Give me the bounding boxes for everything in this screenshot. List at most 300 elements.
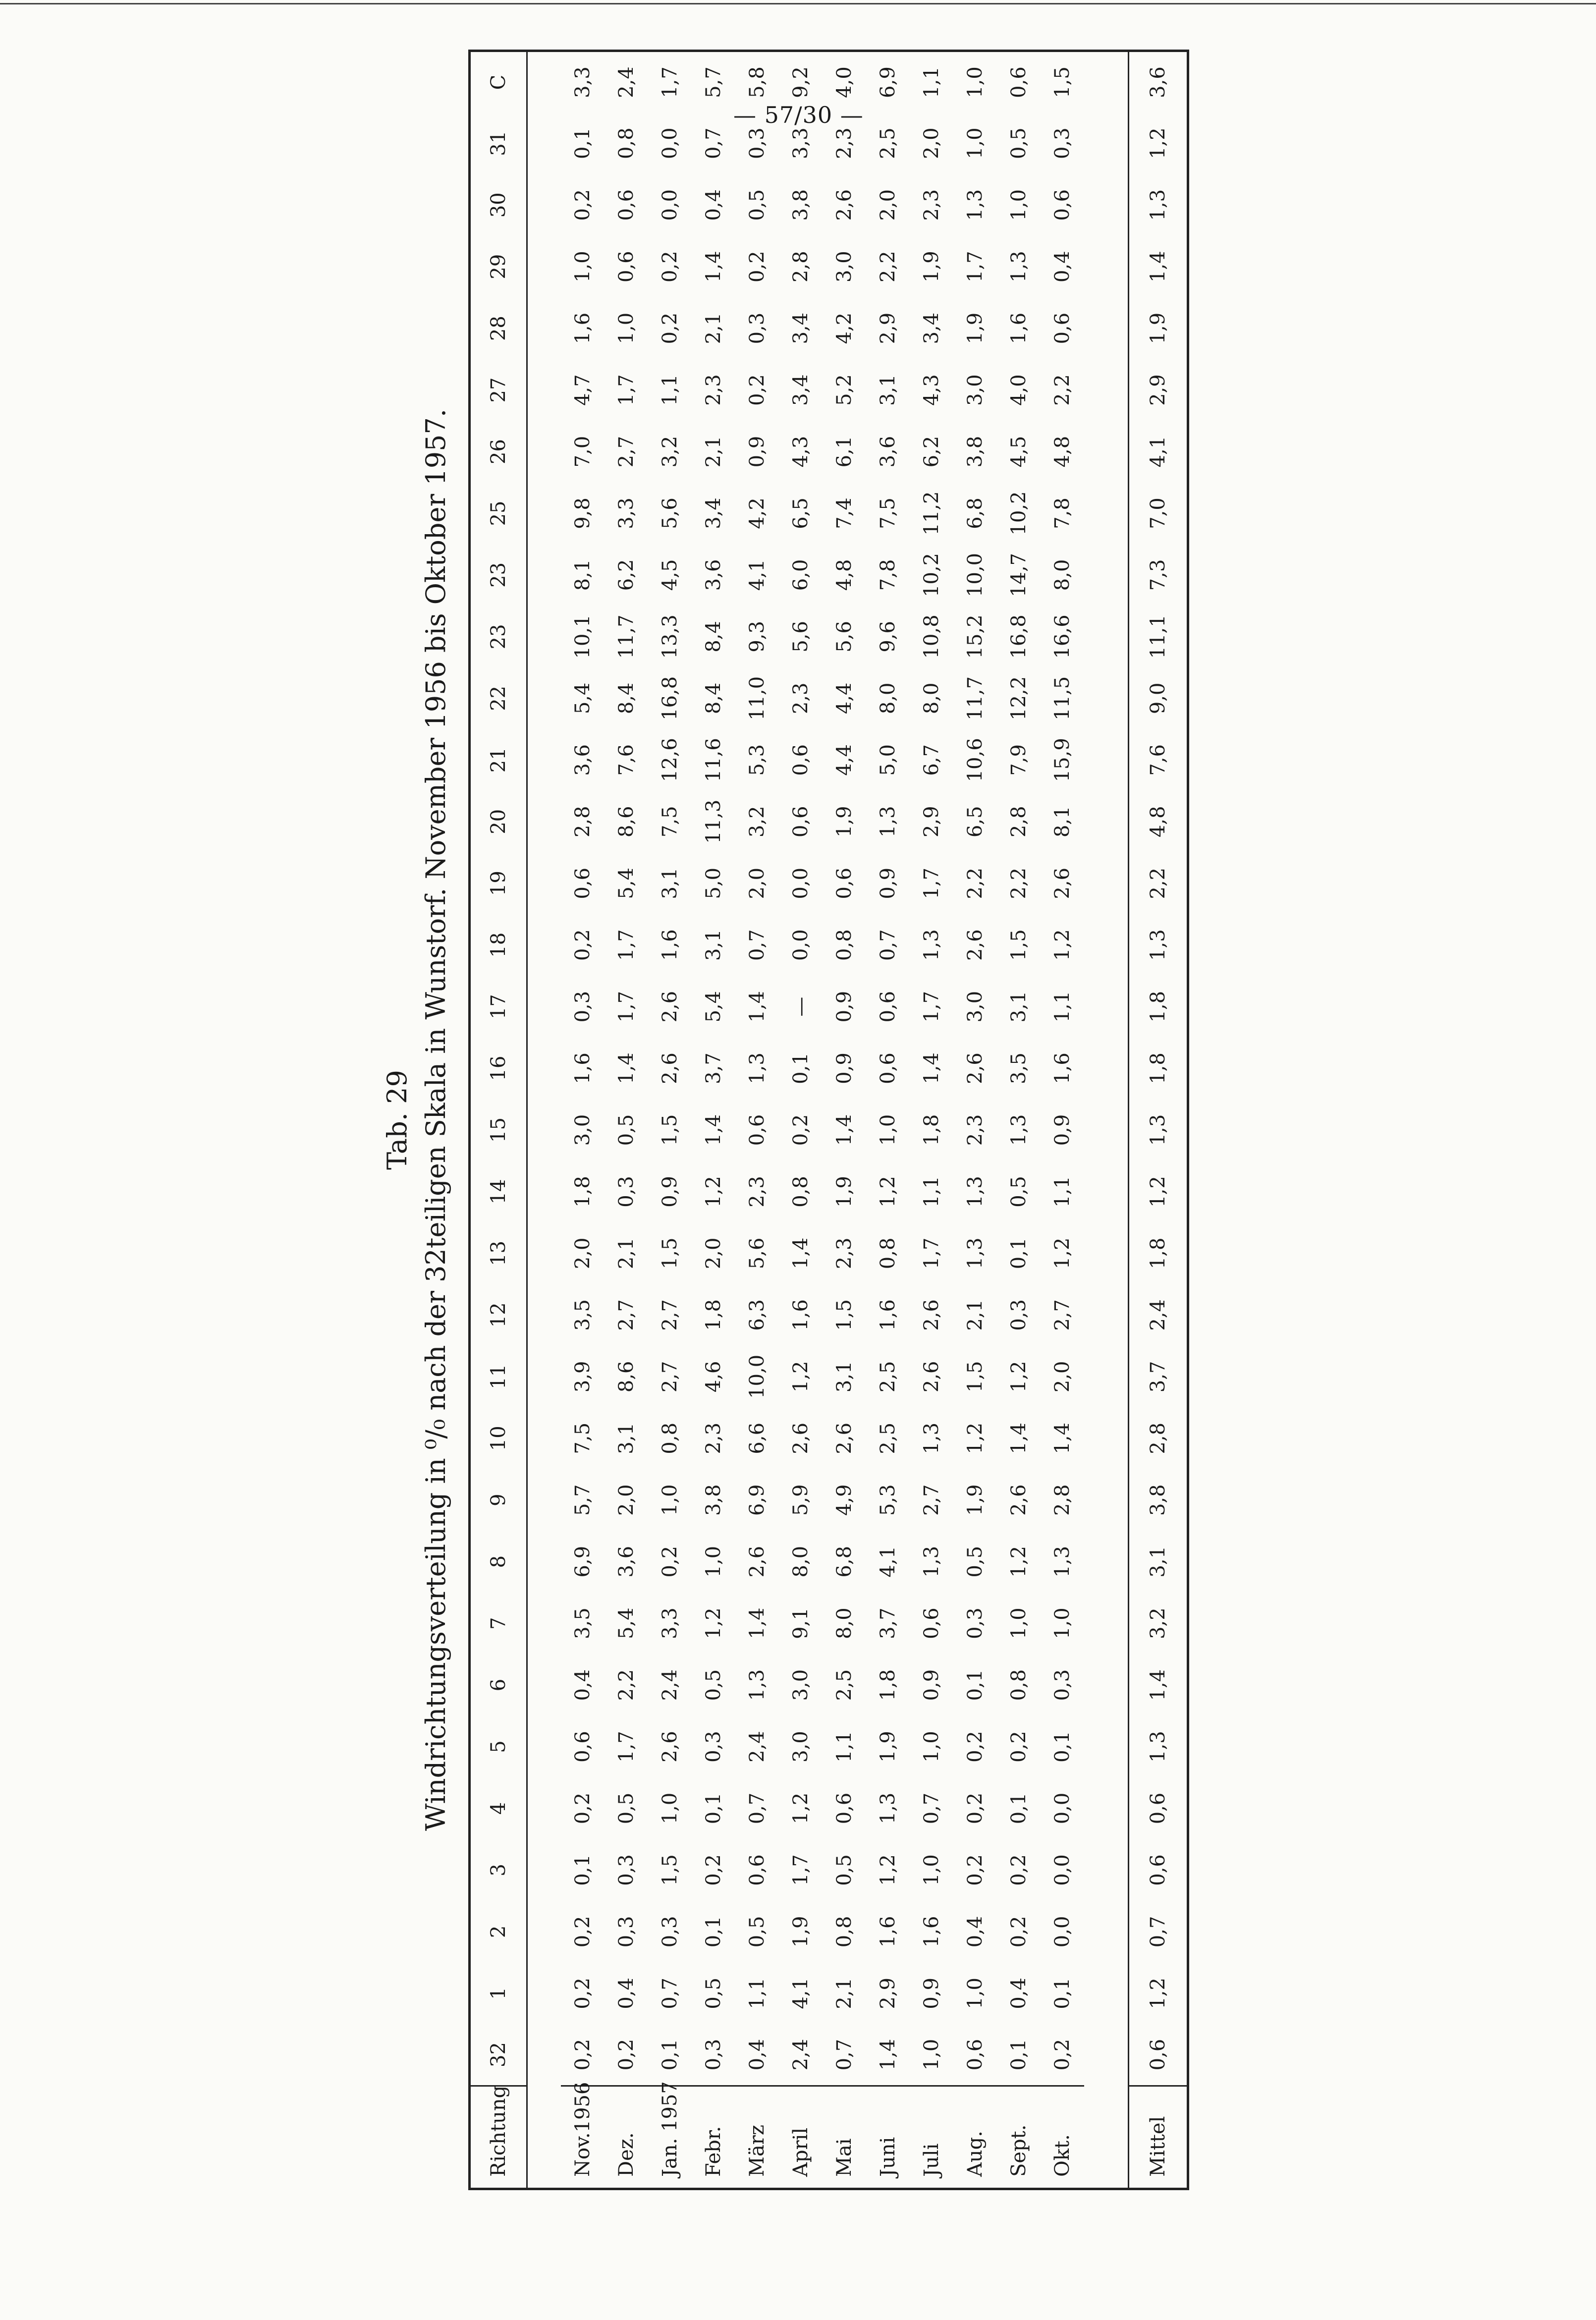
table-cell: 11,7 <box>963 676 987 720</box>
table-cell: 10,0 <box>963 552 987 597</box>
table-cell: 0,0 <box>658 127 681 160</box>
table-cell: 6,3 <box>745 1299 769 1331</box>
table-cell: 7,6 <box>1129 729 1188 791</box>
table-cell: 5,4 <box>614 1607 638 1639</box>
table-cell: 1,3 <box>876 1792 899 1824</box>
header-direction-3: 2 <box>470 1901 527 1962</box>
table-cell: 6,8 <box>832 1546 856 1578</box>
table-cell: — <box>789 996 812 1017</box>
table-cell: 0,7 <box>702 127 725 160</box>
table-cell: 2,6 <box>658 1731 681 1763</box>
table-cell: 0,7 <box>832 2039 856 2071</box>
table-cell: 0,1 <box>658 2039 681 2071</box>
table-cell: 5,6 <box>789 621 812 653</box>
table-cell: 1,4 <box>920 1052 943 1084</box>
table-cell: 2,3 <box>702 1422 725 1454</box>
table-cell: 1,6 <box>1007 312 1030 344</box>
table-cell: 4,1 <box>1129 421 1188 482</box>
table-cell: 0,8 <box>789 1176 812 1208</box>
header-direction-28: 27 <box>470 359 527 421</box>
table-cell: 1,3 <box>1129 1099 1188 1160</box>
table-cell: 0,6 <box>876 991 899 1023</box>
table-cell: 1,5 <box>832 1299 856 1331</box>
table-cell: 1,0 <box>876 1114 899 1146</box>
table-cell: 2,4 <box>789 2039 812 2071</box>
table-cell: 1,2 <box>1050 929 1074 961</box>
rotated-table-block <box>382 50 1496 2190</box>
table-cell: 0,1 <box>789 1052 812 1084</box>
table-cell: 8,1 <box>1050 806 1074 838</box>
table-cell: 7,4 <box>832 497 856 529</box>
table-cell: 0,4 <box>702 189 725 221</box>
table-cell: 1,2 <box>1129 1963 1188 2024</box>
row-label: Jan. 1957 <box>648 2086 692 2189</box>
table-cell: 0,8 <box>832 929 856 961</box>
table-cell: 0,6 <box>963 2039 987 2071</box>
table-cell: 0,2 <box>658 251 681 282</box>
table-cell: 1,3 <box>920 929 943 961</box>
table-row <box>997 51 1041 2189</box>
table-cell: 3,1 <box>658 867 681 899</box>
table-cell: 2,3 <box>745 1176 769 1208</box>
table-cell: 3,1 <box>876 374 899 406</box>
table-cell: 6,7 <box>920 744 943 776</box>
header-direction-1: 32 <box>470 2024 527 2086</box>
table-cell: 1,3 <box>745 1052 769 1084</box>
table-row <box>779 51 823 2189</box>
table-cell: 0,8 <box>876 1237 899 1270</box>
table-cell: 0,2 <box>571 1978 594 2009</box>
table-cell: 2,6 <box>920 1361 943 1393</box>
table-cell: 0,2 <box>745 374 769 406</box>
header-direction-33: C <box>470 51 527 113</box>
table-cell: 8,0 <box>1050 559 1074 591</box>
table-cell: 2,2 <box>963 867 987 899</box>
table-cell: 0,2 <box>658 1546 681 1578</box>
table-cell: 1,9 <box>1129 297 1188 359</box>
table-cell: 2,4 <box>658 1669 681 1701</box>
table-cell: 0,6 <box>789 806 812 838</box>
table-cell: 0,2 <box>1050 2039 1074 2071</box>
table-cell: 2,8 <box>1007 806 1030 838</box>
row-label: Sept. <box>997 2086 1041 2189</box>
table-cell: 3,7 <box>702 1052 725 1084</box>
table-cell: 1,2 <box>1007 1546 1030 1578</box>
table-cell: 7,9 <box>1007 744 1030 776</box>
table-cell: 1,0 <box>963 1978 987 2009</box>
table-cell: 5,6 <box>832 621 856 653</box>
table-cell: 10,8 <box>920 614 943 659</box>
table-cell: 0,1 <box>1007 1792 1030 1824</box>
row-label: Mittel <box>1129 2086 1188 2189</box>
table-cell: 10,1 <box>571 614 594 659</box>
table-cell: 0,6 <box>571 1731 594 1763</box>
table-cell: 0,2 <box>702 1854 725 1886</box>
table-cell: 2,6 <box>789 1422 812 1454</box>
table-cell: 2,9 <box>1129 359 1188 421</box>
table-cell: 0,6 <box>1050 189 1074 221</box>
table-cell: 1,1 <box>658 374 681 406</box>
table-cell: 1,0 <box>963 66 987 98</box>
table-cell: 6,5 <box>963 806 987 838</box>
table-row <box>605 51 648 2189</box>
table-cell: 1,0 <box>571 251 594 282</box>
table-cell: 5,0 <box>702 867 725 899</box>
table-cell: 1,7 <box>920 867 943 899</box>
table-cell: 4,8 <box>1129 791 1188 852</box>
table-cell: 3,3 <box>571 66 594 98</box>
table-cell: 2,7 <box>920 1484 943 1516</box>
header-direction-29: 28 <box>470 297 527 359</box>
table-cell: 0,8 <box>832 1916 856 1948</box>
table-cell: 2,8 <box>1050 1484 1074 1516</box>
header-direction-4: 3 <box>470 1839 527 1901</box>
table-cell: 3,7 <box>876 1607 899 1639</box>
table-cell: 0,6 <box>1129 1777 1188 1839</box>
table-cell: 8,0 <box>876 682 899 715</box>
table-cell: 0,2 <box>1007 1916 1030 1948</box>
row-label: Okt. <box>1041 2086 1084 2189</box>
table-cell: 2,6 <box>920 1299 943 1331</box>
table-cell: 1,0 <box>658 1792 681 1824</box>
table-cell: 0,5 <box>745 189 769 221</box>
table-cell: 2,2 <box>876 251 899 282</box>
table-cell: 0,4 <box>614 1978 638 2009</box>
table-cell: 2,1 <box>702 436 725 468</box>
table-cell: 1,0 <box>702 1546 725 1578</box>
table-cell: 2,6 <box>1050 867 1074 899</box>
table-cell: 0,9 <box>832 1052 856 1084</box>
table-cell: 8,4 <box>614 682 638 715</box>
table-cell: 0,3 <box>745 312 769 344</box>
table-cell: 1,9 <box>876 1731 899 1763</box>
table-cell: 6,2 <box>614 559 638 591</box>
table-cell: 3,8 <box>702 1484 725 1516</box>
header-direction-27: 26 <box>470 421 527 482</box>
table-cell: 7,8 <box>1050 497 1074 529</box>
table-cell: 1,7 <box>963 251 987 282</box>
table-cell: 1,4 <box>1050 1422 1074 1454</box>
table-cell: 3,6 <box>571 744 594 776</box>
table-cell: 2,7 <box>1050 1299 1074 1331</box>
table-cell: 1,6 <box>789 1299 812 1331</box>
table-cell: 1,8 <box>702 1299 725 1331</box>
table-cell: 1,2 <box>876 1854 899 1886</box>
table-cell: 3,0 <box>832 251 856 282</box>
row-label: Dez. <box>605 2086 648 2189</box>
table-cell: 0,4 <box>1007 1978 1030 2009</box>
table-cell: 10,2 <box>920 552 943 597</box>
table-cell: 2,4 <box>614 66 638 98</box>
table-cell: 4,5 <box>1007 436 1030 468</box>
table-cell: 3,8 <box>789 189 812 221</box>
header-direction-17: 16 <box>470 1038 527 1099</box>
table-cell: 0,0 <box>1050 1792 1074 1824</box>
table-cell: 0,2 <box>963 1731 987 1763</box>
table-cell: 0,5 <box>614 1114 638 1146</box>
table-cell: 3,7 <box>1129 1346 1188 1407</box>
header-direction-21: 20 <box>470 791 527 852</box>
table-cell: 7,6 <box>614 744 638 776</box>
table-cell: 0,9 <box>920 1669 943 1701</box>
table-cell: 2,5 <box>876 1422 899 1454</box>
table-cell: 1,2 <box>1129 1161 1188 1222</box>
table-cell: 0,6 <box>789 744 812 776</box>
table-cell: 0,3 <box>614 1176 638 1208</box>
table-cell: 2,7 <box>614 436 638 468</box>
table-cell: 1,1 <box>1050 1176 1074 1208</box>
table-cell: 15,2 <box>963 614 987 659</box>
table-cell: 11,1 <box>1129 606 1188 667</box>
table-cell: 3,4 <box>920 312 943 344</box>
table-cell: 0,2 <box>789 1114 812 1146</box>
table-cell: 1,4 <box>1007 1422 1030 1454</box>
table-cell: 0,6 <box>920 1607 943 1639</box>
table-cell: 1,7 <box>614 929 638 961</box>
table-cell: 0,9 <box>658 1176 681 1208</box>
table-cell: 9,6 <box>876 621 899 653</box>
page-number: — 57/30 — <box>733 102 864 128</box>
header-direction-7: 6 <box>470 1654 527 1715</box>
table-cell: 1,3 <box>920 1422 943 1454</box>
table-cell: 2,7 <box>614 1299 638 1331</box>
table-cell: 2,4 <box>745 1731 769 1763</box>
table-cell: 5,4 <box>571 682 594 715</box>
wind-direction-table <box>468 50 1189 2190</box>
header-direction-5: 4 <box>470 1777 527 1839</box>
table-cell: 0,7 <box>745 1792 769 1824</box>
table-cell: 1,1 <box>920 66 943 98</box>
table-cell: 3,6 <box>1129 51 1188 113</box>
table-cell: 2,0 <box>1050 1361 1074 1393</box>
table-cell: 1,5 <box>658 1854 681 1886</box>
table-cell: 0,4 <box>571 1669 594 1701</box>
table-cell: 0,3 <box>1007 1299 1030 1331</box>
table-cell: 3,1 <box>702 929 725 961</box>
table-cell: 2,1 <box>832 1978 856 2009</box>
table-cell: 1,2 <box>789 1361 812 1393</box>
table-cell: 0,1 <box>571 1854 594 1886</box>
table-cell: 0,1 <box>702 1792 725 1824</box>
table-cell: 1,7 <box>920 991 943 1023</box>
table-cell: 0,2 <box>571 1792 594 1824</box>
table-cell: 0,6 <box>1050 312 1074 344</box>
table-cell: 0,9 <box>832 991 856 1023</box>
table-cell: 0,2 <box>963 1854 987 1886</box>
table-cell: 0,6 <box>571 867 594 899</box>
row-label: April <box>779 2086 823 2189</box>
table-cell: 1,6 <box>876 1299 899 1331</box>
table-cell: 11,5 <box>1050 676 1074 720</box>
table-cell: 0,0 <box>789 867 812 899</box>
table-cell: 5,6 <box>658 497 681 529</box>
table-cell: 0,3 <box>614 1916 638 1948</box>
table-row <box>866 51 910 2189</box>
table-cell: 16,6 <box>1050 614 1074 659</box>
table-cell: 5,7 <box>571 1484 594 1516</box>
table-cell: 6,8 <box>963 497 987 529</box>
table-cell: 2,0 <box>745 867 769 899</box>
table-cell: 1,4 <box>832 1114 856 1146</box>
table-cell: 15,9 <box>1050 738 1074 782</box>
table-cell: 1,4 <box>876 2039 899 2071</box>
header-direction-30: 29 <box>470 236 527 297</box>
table-cell: 1,5 <box>963 1361 987 1393</box>
table-cell: 1,2 <box>702 1176 725 1208</box>
table-cell: 0,5 <box>745 1916 769 1948</box>
table-cell: 1,6 <box>571 1052 594 1084</box>
table-cell: 2,0 <box>876 189 899 221</box>
table-cell: 0,2 <box>745 251 769 282</box>
header-direction-14: 13 <box>470 1222 527 1284</box>
table-cell: 4,4 <box>832 744 856 776</box>
header-direction-16: 15 <box>470 1099 527 1160</box>
table-cell: 0,9 <box>876 867 899 899</box>
table-cell: 1,3 <box>920 1546 943 1578</box>
table-cell: 2,6 <box>832 1422 856 1454</box>
table-cell: 0,9 <box>1050 1114 1074 1146</box>
table-row <box>910 51 953 2189</box>
table-cell: 0,5 <box>1007 127 1030 160</box>
header-direction-15: 14 <box>470 1161 527 1222</box>
table-cell: 1,8 <box>920 1114 943 1146</box>
table-cell: 0,0 <box>1050 1916 1074 1948</box>
table-cell: 0,2 <box>571 929 594 961</box>
table-cell: 2,7 <box>658 1361 681 1393</box>
table-cell: 11,2 <box>920 491 943 536</box>
table-cell: 4,1 <box>876 1546 899 1578</box>
table-cell: 3,5 <box>1007 1052 1030 1084</box>
table-cell: 0,2 <box>1007 1731 1030 1763</box>
table-cell: 2,6 <box>1007 1484 1030 1516</box>
header-direction-25: 23 <box>470 544 527 606</box>
table-cell: 8,6 <box>614 1361 638 1393</box>
table-cell: 0,2 <box>571 2039 594 2071</box>
header-direction-13: 12 <box>470 1284 527 1346</box>
table-cell: 2,3 <box>963 1114 987 1146</box>
spacer-row <box>527 51 561 2189</box>
table-cell: 4,1 <box>789 1978 812 2009</box>
table-cell: 0,7 <box>658 1978 681 2009</box>
table-cell: 2,1 <box>614 1237 638 1270</box>
table-cell: 1,4 <box>702 1114 725 1146</box>
table-cell: 4,8 <box>832 559 856 591</box>
table-cell: 1,4 <box>702 251 725 282</box>
table-cell: 0,1 <box>702 1916 725 1948</box>
table-cell: 4,8 <box>1050 436 1074 468</box>
table-cell: 3,1 <box>614 1422 638 1454</box>
table-cell: 1,8 <box>1129 1222 1188 1284</box>
table-cell: 0,2 <box>571 189 594 221</box>
table-cell: 3,4 <box>789 374 812 406</box>
table-cell: 6,0 <box>789 559 812 591</box>
table-cell: 2,7 <box>658 1299 681 1331</box>
table-cell: 8,4 <box>702 682 725 715</box>
table-cell: 0,8 <box>658 1422 681 1454</box>
table-cell: 1,0 <box>1007 1607 1030 1639</box>
table-cell: 2,5 <box>876 1361 899 1393</box>
table-row <box>953 51 997 2189</box>
table-cell: 2,5 <box>832 1669 856 1701</box>
table-cell: 2,4 <box>1129 1284 1188 1346</box>
table-cell: 3,4 <box>789 312 812 344</box>
table-cell: 1,3 <box>876 806 899 838</box>
table-cell: 1,1 <box>745 1978 769 2009</box>
table-cell: 0,6 <box>614 251 638 282</box>
table-cell: 2,0 <box>702 1237 725 1270</box>
table-cell: 0,5 <box>702 1669 725 1701</box>
table-cell: 2,1 <box>702 312 725 344</box>
table-cell: 10,2 <box>1007 491 1030 536</box>
table-cell: 8,6 <box>614 806 638 838</box>
table-cell: 5,3 <box>876 1484 899 1516</box>
table-cell: 1,9 <box>920 251 943 282</box>
table-cell: 9,1 <box>789 1607 812 1639</box>
table-cell: 8,0 <box>920 682 943 715</box>
table-cell: 11,6 <box>702 738 725 782</box>
table-cell: 3,1 <box>1007 991 1030 1023</box>
top-scan-rule <box>0 3 1596 4</box>
table-cell: 7,5 <box>658 806 681 838</box>
table-cell: 0,7 <box>745 929 769 961</box>
table-cell: 0,3 <box>702 1731 725 1763</box>
table-cell: 0,6 <box>1129 1839 1188 1901</box>
mittel-row <box>1129 51 1188 2189</box>
table-cell: 1,0 <box>1007 189 1030 221</box>
table-cell: 0,2 <box>658 312 681 344</box>
table-caption: Windrichtungsverteilung in ⁰/₀ nach der 32teiligen Skala in Wunstorf. November 1956 bis Oktober 1957. <box>420 408 451 1831</box>
table-cell: 1,3 <box>963 1176 987 1208</box>
table-cell: 0,9 <box>920 1978 943 2009</box>
row-label: Aug. <box>953 2086 997 2189</box>
table-cell: 3,0 <box>963 991 987 1023</box>
table-cell: 2,6 <box>658 991 681 1023</box>
table-cell: 0,0 <box>658 189 681 221</box>
table-cell: 3,1 <box>832 1361 856 1393</box>
table-cell: 3,0 <box>963 374 987 406</box>
table-cell: 5,8 <box>745 66 769 98</box>
table-cell: 1,7 <box>920 1237 943 1270</box>
table-cell: 1,6 <box>658 929 681 961</box>
table-cell: 1,0 <box>658 1484 681 1516</box>
table-cell: 8,0 <box>789 1546 812 1578</box>
table-cell: 1,3 <box>963 189 987 221</box>
table-cell: 1,3 <box>1129 914 1188 976</box>
table-cell: 1,2 <box>876 1176 899 1208</box>
table-cell: 10,6 <box>963 738 987 782</box>
table-cell: 9,8 <box>571 497 594 529</box>
table-cell: 3,9 <box>571 1361 594 1393</box>
table-cell: 16,8 <box>1007 614 1030 659</box>
table-cell: 0,3 <box>745 127 769 160</box>
table-cell: 1,2 <box>789 1792 812 1824</box>
table-cell: 7,5 <box>876 497 899 529</box>
table-row <box>648 51 692 2189</box>
table-row <box>823 51 866 2189</box>
table-cell: 1,7 <box>614 374 638 406</box>
table-cell: 4,0 <box>1007 374 1030 406</box>
table-cell: 5,6 <box>745 1237 769 1270</box>
table-cell: 1,0 <box>1050 1607 1074 1639</box>
table-cell: 2,6 <box>658 1052 681 1084</box>
table-cell: 2,9 <box>876 1978 899 2009</box>
table-cell: 2,9 <box>876 312 899 344</box>
table-cell: 1,7 <box>658 66 681 98</box>
table-cell: 9,3 <box>745 621 769 653</box>
table-cell: 1,0 <box>920 2039 943 2071</box>
header-direction-19: 18 <box>470 914 527 976</box>
table-cell: 1,4 <box>614 1052 638 1084</box>
